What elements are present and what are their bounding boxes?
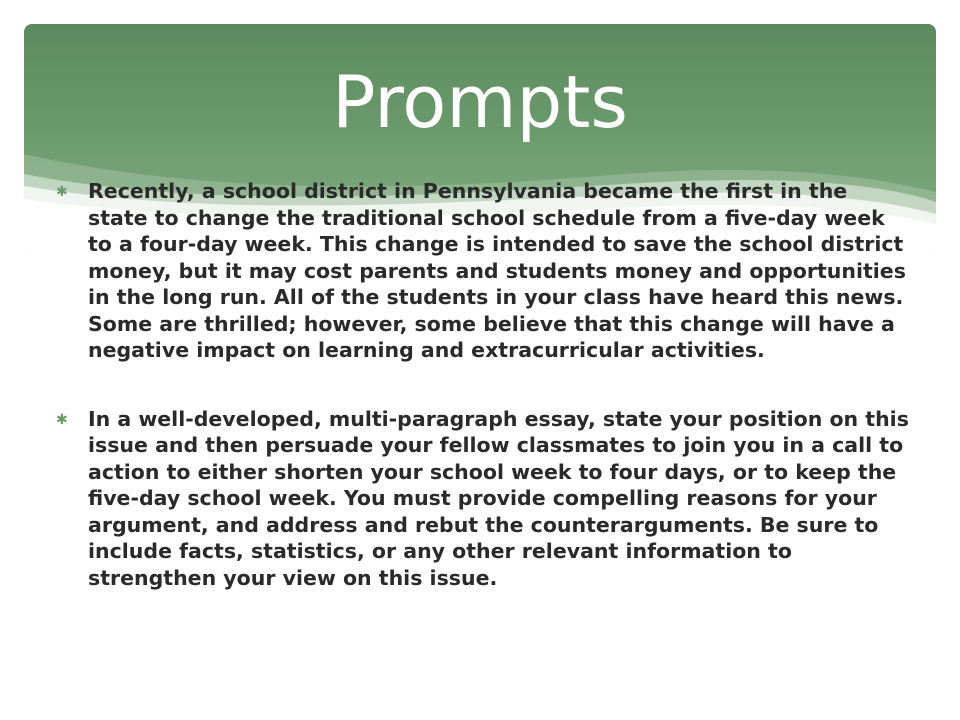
- asterisk-bullet-icon: ✱: [56, 184, 68, 200]
- page-title: Prompts: [332, 60, 628, 144]
- asterisk-bullet-icon: ✱: [56, 411, 68, 428]
- prompt-task-text: In a well-developed, multi-paragraph essay, state your position on this issue and then persuade your fellow classmates to join you in a call to action to either shorten your school week to four days, or to keep the five-day school week. You must provide compelling reasons for your argument, and address and rebut the counterarguments. Be sure to include facts, statistics, or any other relevant information to strengthen your view on this issue.: [88, 406, 909, 590]
- prompt-list: [52, 178, 912, 591]
- list-item: [52, 178, 912, 364]
- prompt-scenario-text: Recently, a school district in Pennsylvania became the first in the state to change the traditional school schedule from a five-day week to a four-day week. This change is intended to save the school district money, but it may cost parents and students money and opportunities in the long run. All of the students in your class have heard this news. Some are thrilled; however, some believe that this change will have a negative impact on learning and extracurricular activities.: [88, 179, 906, 362]
- list-item: [52, 406, 912, 592]
